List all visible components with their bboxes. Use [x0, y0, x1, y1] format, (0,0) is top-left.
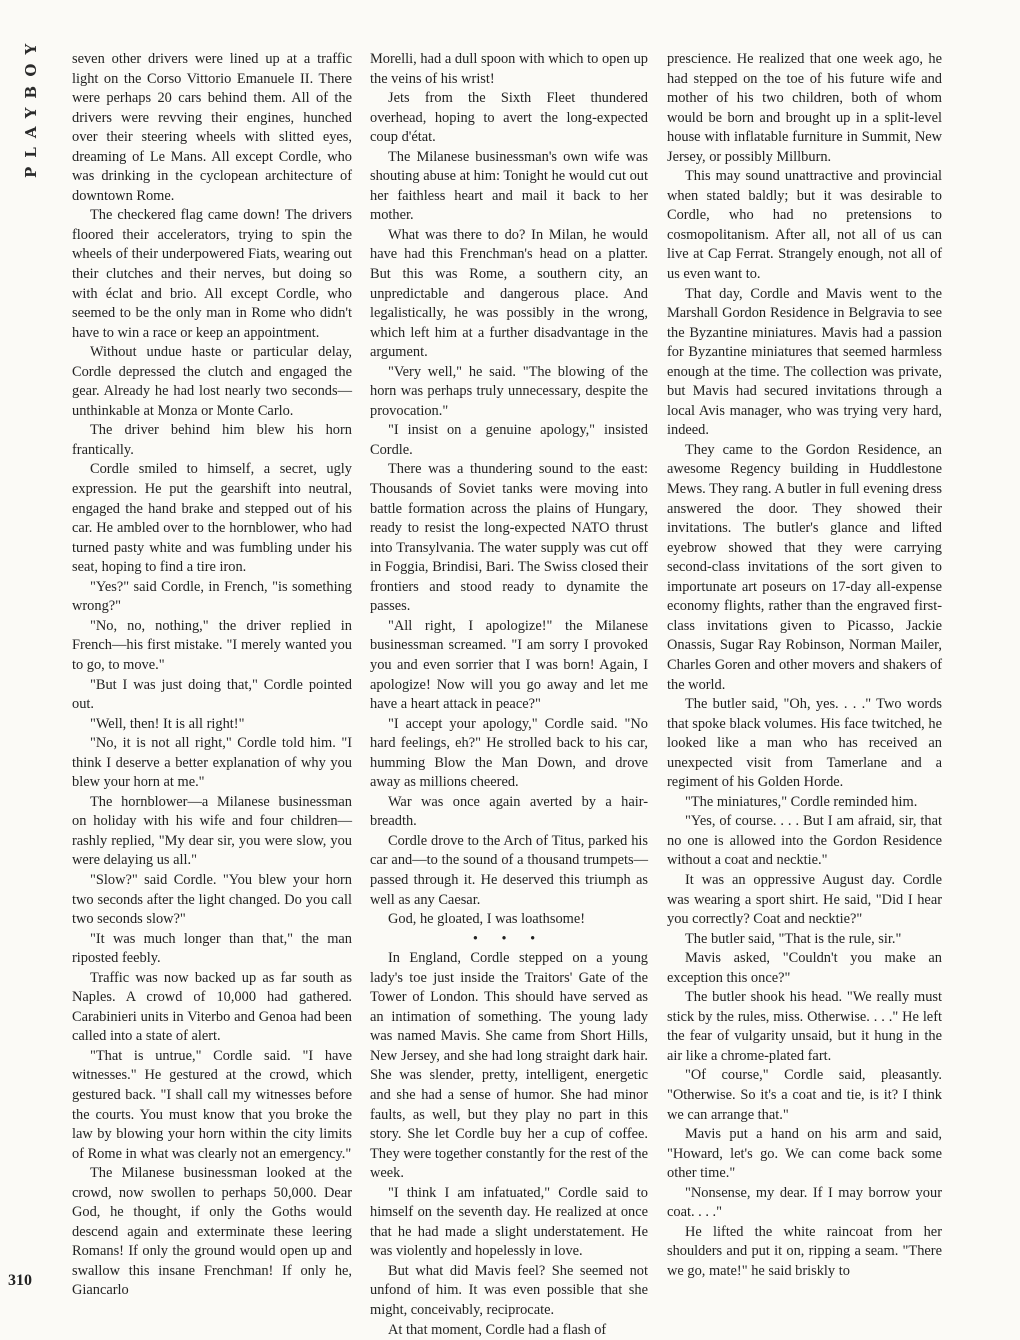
paragraph: But what did Mavis feel? She seemed not unfond of him. It was even possible that she might, conceivably, reciprocate.: [370, 1262, 648, 1318]
paragraph: It was an oppressive August day. Cordle was wearing a sport shirt. He said, "Did I hear you correctly? Coat and necktie?": [667, 871, 942, 928]
paragraph: War was once again averted by a hair-breadth.: [370, 793, 648, 830]
paragraph: In England, Cordle stepped on a young lady's toe just inside the Traitors' Gate of the Tower of London. This should have served as an intimation of something. The young lady was named Mavis. She came from Short Hills, New Jersey, and she had long straight dark hair. She was slender, pretty, intelligent, energetic and she had a sense of humor. She had minor faults, as well, but they play no part in this story. She let Cordle buy her a cup of coffee. They were together constantly for the rest of the week.: [370, 950, 648, 1182]
paragraph: They came to the Gordon Residence, an awesome Regency building in Huddlestone Mews. They rang. A butler in full evening dress answered the door. They showed their invitations. The butler's glance and lifted eyebrow showed that they were carrying second-class invitations of the sort given to importunate art poseurs on 17-day all-expense economy flights, rather than the engraved first-class invitations given to Picasso, Jackie Onassis, Sugar Ray Robinson, Norman Mailer, Charles Goren and other movers and shakers of the world.: [667, 441, 942, 693]
paragraph: He lifted the white raincoat from her shoulders and put it on, ripping a seam. "There we go, mate!" he said briskly to: [667, 1223, 942, 1279]
paragraph: "I accept your apology," Cordle said. "No hard feelings, eh?" He strolled back to his car, humming Blow the Man Down, and drove away as millions cheered.: [370, 715, 648, 791]
paragraph: "But I was just doing that," Cordle pointed out.: [72, 676, 352, 713]
paragraph: That day, Cordle and Mavis went to the Marshall Gordon Residence in Belgravia to see the Byzantine miniatures. Mavis had a passion for Byzantine miniatures that seemed harmless enough at the time. The collection was private, but Mavis had secured invitations through a local Avis manager, who was trying very hard, indeed.: [667, 285, 942, 439]
page-number: 310: [8, 1272, 32, 1289]
paragraph: "Well, then! It is all right!": [90, 715, 245, 732]
paragraph: "I think I am infatuated," Cordle said to himself on the seventh day. He realized at once that he had made a slight understatement. He was violently and hopelessly in love.: [370, 1184, 648, 1260]
paragraph: What was there to do? In Milan, he would have had this Frenchman's head on a platter. But this was Rome, a southern city, an unpredictable and dangerous place. And legalistically, he was possibly in the wrong, which left him at a further disadvantage in the argument.: [370, 226, 648, 361]
text-column-3: [667, 50, 942, 1300]
paragraph: God, he gloated, I was loathsome!: [388, 911, 586, 928]
paragraph: The butler shook his head. "We really must stick by the rules, miss. Otherwise. . . ." He left the fear of vulgarity unsaid, but it hung in the air like a chrome-plated fart.: [667, 989, 942, 1064]
paragraph: Cordle smiled to himself, a secret, ugly expression. He put the gearshift into neutral, engaged the hand brake and stepped out of his car. He ambled over to the hornblower, who had turned pasty white and was fumbling under his seat, hoping to find a tire iron.: [72, 461, 352, 576]
paragraph: At that moment, Cordle had a flash of: [388, 1321, 607, 1338]
paragraph: "That is untrue," Cordle said. "I have witnesses." He gestured at the crowd, which gestured back. "I shall call my witnesses before the courts. You must know that you broke the law by blowing your horn within the city limits of Rome in what was clearly not an emergency.": [72, 1047, 352, 1162]
paragraph: There was a thundering sound to the east: Thousands of Soviet tanks were moving into battle formation across the plains of Hungary, ready to resist the long-expected NATO thrust into Transylvania. The water supply was cut off in Foggia, Brindisi, Bari. The Swiss closed their frontiers and stood ready to dynamite the passes.: [370, 461, 648, 615]
paragraph: The hornblower—a Milanese businessman on holiday with his wife and four children—rashly replied, "My dear sir, you were slow, you were delaying us all.": [72, 793, 352, 869]
paragraph: The butler said, "Oh, yes. . . ." Two words that spoke black volumes. His face twitched, he looked like a man who has received an unexpected visit from Tamerlane and a regiment of his Golden Horde.: [667, 696, 942, 791]
paragraph: Jets from the Sixth Fleet thundered overhead, hoping to avert the long-expected coup d'état.: [370, 90, 648, 146]
paragraph: "Yes?" said Cordle, in French, "is something wrong?": [72, 578, 352, 615]
paragraph: "No, no, nothing," the driver replied in French—his first mistake. "I merely wanted you to go, to move.": [72, 617, 352, 673]
section-separator: • • •: [472, 930, 546, 947]
paragraph: "No, it is not all right," Cordle told him. "I think I deserve a better explanation of why you blew your horn at me.": [72, 735, 352, 791]
paragraph: "It was much longer than that," the man riposted feebly.: [72, 930, 352, 967]
text-column-2: [370, 50, 648, 1338]
paragraph: "Yes, of course. . . . But I am afraid, sir, that no one is allowed into the Gordon Residence without a coat and necktie.": [667, 813, 942, 869]
paragraph: Mavis asked, "Couldn't you make an exception this once?": [667, 950, 942, 986]
paragraph: The checkered flag came down! The drivers floored their accelerators, trying to spin the wheels of their underpowered Fiats, wearing out their clutches and their nerves, but doing so with éclat and brio. All except Cordle, who seemed to be the only man in Rome who didn't have to win a race or keep an appointment.: [72, 207, 352, 341]
paragraph: This may sound unattractive and provincial when stated baldly; but it was desirable to Cordle, who had no pretensions to cosmopolitanism. After all, not all of us can live at Cap Ferrat. Strangely enough, not all of us even want to.: [667, 168, 942, 283]
paragraph: "Of course," Cordle said, pleasantly. "Otherwise. So it's a coat and tie, is it? I think we can arrange that.": [667, 1067, 942, 1123]
paragraph: "Slow?" said Cordle. "You blew your horn two seconds after the light changed. Do you call two seconds slow?": [72, 871, 352, 928]
paragraph: "All right, I apologize!" the Milanese businessman screamed. "I am sorry I provoked you and even sorrier that I was born! Again, I apologize! Now will you go away and let me have a heart attack in peace?": [370, 617, 648, 713]
paragraph: seven other drivers were lined up at a traffic light on the Corso Vittorio Emanuele II. There were perhaps 20 cars behind them. All of the drivers were revving their engines, hunched over their steering wheels with slitted eyes, dreaming of Le Mans. All except Cordle, who was drinking in the cyclopean architecture of downtown Rome.: [72, 51, 352, 204]
magazine-sidebar-title: PLAYBOY: [22, 34, 40, 178]
paragraph: prescience. He realized that one week ago, he had stepped on the toe of his future wife and mother of his two children, both of whom would be born and brought up in a split-level house with inflatable furniture in Summit, New Jersey, or possibly Millburn.: [667, 51, 942, 165]
paragraph: "Nonsense, my dear. If I may borrow your coat. . . .": [667, 1184, 942, 1221]
paragraph: Traffic was now backed up as far south as Naples. A crowd of 10,000 had gathered. Carabinieri units in Viterbo and Genoa had been called into a state of alert.: [72, 969, 352, 1045]
paragraph: Without undue haste or particular delay, Cordle depressed the clutch and engaged the gear. Already he had lost nearly two seconds—unthinkable at Monza or Monte Carlo.: [72, 344, 352, 419]
paragraph: Mavis put a hand on his arm and said, "Howard, let's go. We can come back some other time.": [667, 1126, 942, 1182]
paragraph: The driver behind him blew his horn frantically.: [72, 422, 352, 458]
paragraph: Cordle drove to the Arch of Titus, parked his car and—to the sound of a thousand trumpets—passed through it. He deserved this triumph as well as any Caesar.: [370, 832, 648, 908]
text-column-1: [72, 50, 352, 1300]
paragraph: "I insist on a genuine apology," insisted Cordle.: [370, 422, 648, 458]
paragraph: Morelli, had a dull spoon with which to open up the veins of his wrist!: [370, 51, 648, 87]
paragraph: "Very well," he said. "The blowing of the horn was perhaps truly unnecessary, despite the provocation.": [370, 363, 648, 419]
paragraph: "The miniatures," Cordle reminded him.: [685, 793, 918, 810]
paragraph: The butler said, "That is the rule, sir.": [685, 930, 902, 947]
paragraph: The Milanese businessman's own wife was shouting abuse at him: Tonight he would cut out her faithless heart and mail it back to her mother.: [370, 148, 648, 224]
paragraph: The Milanese businessman looked at the crowd, now swollen to perhaps 50,000. Dear God, he thought, if only the Goths would descend again and exterminate these leering Romans! If only the ground would open up and swallow this insane Frenchman! If only he, Giancarlo: [72, 1165, 352, 1299]
